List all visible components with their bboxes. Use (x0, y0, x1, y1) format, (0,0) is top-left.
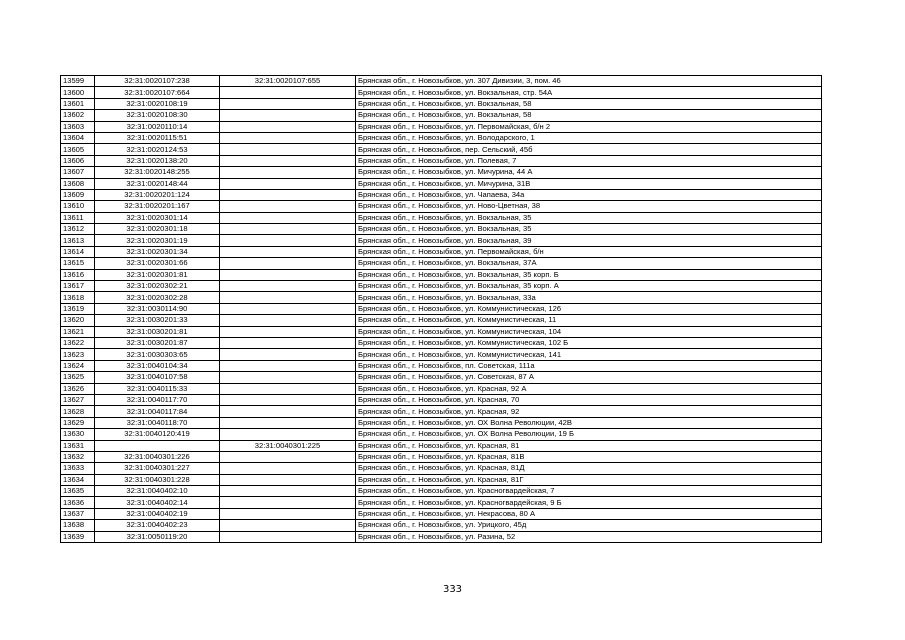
table-row (61, 224, 822, 235)
cadastral-number-cell: 32:31:0020301:14 (95, 212, 220, 223)
parent-cadastral-number-cell (220, 212, 356, 223)
table-row (61, 178, 822, 189)
parent-cadastral-number-cell (220, 144, 356, 155)
row-number-cell: 13626 (61, 383, 95, 394)
cadastral-number-cell: 32:31:0040402:10 (95, 486, 220, 497)
cadastral-number-cell: 32:31:0040120:419 (95, 429, 220, 440)
row-number-cell: 13614 (61, 246, 95, 257)
cadastral-number-cell: 32:31:0020108:19 (95, 98, 220, 109)
cadastral-number-cell: 32:31:0050119:20 (95, 531, 220, 542)
cadastral-number-cell: 32:31:0020301:19 (95, 235, 220, 246)
row-number-cell: 13630 (61, 429, 95, 440)
address-cell: Брянская обл., г. Новозыбков, ул. Красная, 81Г (356, 474, 822, 485)
address-cell: Брянская обл., г. Новозыбков, ул. Красная, 81В (356, 451, 822, 462)
cadastral-number-cell: 32:31:0020124:53 (95, 144, 220, 155)
table-row (61, 281, 822, 292)
table-row (61, 440, 822, 451)
row-number-cell: 13615 (61, 258, 95, 269)
row-number-cell: 13634 (61, 474, 95, 485)
parent-cadastral-number-cell (220, 463, 356, 474)
parent-cadastral-number-cell (220, 337, 356, 348)
cadastral-number-cell: 32:31:0040301:228 (95, 474, 220, 485)
row-number-cell: 13613 (61, 235, 95, 246)
cadastral-number-cell: 32:31:0020148:255 (95, 167, 220, 178)
table-row (61, 246, 822, 257)
parent-cadastral-number-cell (220, 189, 356, 200)
row-number-cell: 13601 (61, 98, 95, 109)
row-number-cell: 13638 (61, 520, 95, 531)
table-row (61, 189, 822, 200)
parent-cadastral-number-cell (220, 531, 356, 542)
row-number-cell: 13618 (61, 292, 95, 303)
table-row (61, 212, 822, 223)
parent-cadastral-number-cell (220, 303, 356, 314)
page-number: 333 (442, 584, 463, 595)
table-row (61, 76, 822, 87)
row-number-cell: 13627 (61, 394, 95, 405)
address-cell: Брянская обл., г. Новозыбков, ул. ОХ Волна Революции, 19 Б (356, 429, 822, 440)
address-cell: Брянская обл., г. Новозыбков, ул. Красная, 70 (356, 394, 822, 405)
parent-cadastral-number-cell (220, 474, 356, 485)
parent-cadastral-number-cell (220, 201, 356, 212)
cadastral-number-cell: 32:31:0020302:21 (95, 281, 220, 292)
table-row (61, 349, 822, 360)
row-number-cell: 13639 (61, 531, 95, 542)
address-cell: Брянская обл., г. Новозыбков, ул. Коммунистическая, 141 (356, 349, 822, 360)
table-row (61, 497, 822, 508)
parent-cadastral-number-cell (220, 406, 356, 417)
address-cell: Брянская обл., г. Новозыбков, ул. Мичурина, 31В (356, 178, 822, 189)
parent-cadastral-number-cell (220, 360, 356, 371)
parent-cadastral-number-cell (220, 98, 356, 109)
table-row (61, 508, 822, 519)
cadastral-number-cell: 32:31:0040117:70 (95, 394, 220, 405)
row-number-cell: 13616 (61, 269, 95, 280)
parent-cadastral-number-cell (220, 520, 356, 531)
row-number-cell: 13604 (61, 132, 95, 143)
table-row (61, 235, 822, 246)
address-cell: Брянская обл., г. Новозыбков, ул. Полевая, 7 (356, 155, 822, 166)
address-cell: Брянская обл., г. Новозыбков, ул. Вокзальная, 35 корп. Б (356, 269, 822, 280)
row-number-cell: 13608 (61, 178, 95, 189)
parent-cadastral-number-cell: 32:31:0020107:655 (220, 76, 356, 87)
table-row (61, 486, 822, 497)
parent-cadastral-number-cell (220, 155, 356, 166)
row-number-cell: 13623 (61, 349, 95, 360)
table-row (61, 98, 822, 109)
parent-cadastral-number-cell (220, 235, 356, 246)
parent-cadastral-number-cell (220, 167, 356, 178)
parent-cadastral-number-cell (220, 508, 356, 519)
cadastral-number-cell: 32:31:0020110:14 (95, 121, 220, 132)
address-cell: Брянская обл., г. Новозыбков, ул. ОХ Волна Революции, 42В (356, 417, 822, 428)
address-cell: Брянская обл., г. Новозыбков, ул. Володарского, 1 (356, 132, 822, 143)
parent-cadastral-number-cell (220, 269, 356, 280)
table-row (61, 337, 822, 348)
address-cell: Брянская обл., г. Новозыбков, ул. Красногвардейская, 7 (356, 486, 822, 497)
cadastral-number-cell: 32:31:0020301:34 (95, 246, 220, 257)
table-row (61, 531, 822, 542)
row-number-cell: 13622 (61, 337, 95, 348)
row-number-cell: 13606 (61, 155, 95, 166)
address-cell: Брянская обл., г. Новозыбков, ул. Вокзальная, 58 (356, 98, 822, 109)
address-cell: Брянская обл., г. Новозыбков, ул. Разина, 52 (356, 531, 822, 542)
parent-cadastral-number-cell (220, 383, 356, 394)
cadastral-number-cell: 32:31:0020107:238 (95, 76, 220, 87)
row-number-cell: 13600 (61, 87, 95, 98)
table-row (61, 383, 822, 394)
table-row (61, 315, 822, 326)
table-row (61, 155, 822, 166)
address-cell: Брянская обл., г. Новозыбков, ул. Вокзальная, 39 (356, 235, 822, 246)
table-row (61, 87, 822, 98)
cadastral-number-cell: 32:31:0030303:65 (95, 349, 220, 360)
parent-cadastral-number-cell (220, 178, 356, 189)
address-cell: Брянская обл., г. Новозыбков, ул. Вокзальная, 58 (356, 110, 822, 121)
cadastral-number-cell: 32:31:0040117:84 (95, 406, 220, 417)
table-row (61, 269, 822, 280)
row-number-cell: 13631 (61, 440, 95, 451)
address-cell: Брянская обл., г. Новозыбков, ул. Красногвардейская, 9 Б (356, 497, 822, 508)
cadastral-number-cell: 32:31:0030114:90 (95, 303, 220, 314)
cadastral-number-cell: 32:31:0040301:226 (95, 451, 220, 462)
row-number-cell: 13599 (61, 76, 95, 87)
table-row (61, 372, 822, 383)
row-number-cell: 13617 (61, 281, 95, 292)
address-cell: Брянская обл., г. Новозыбков, пл. Советская, 111а (356, 360, 822, 371)
table-row (61, 463, 822, 474)
cadastral-number-cell: 32:31:0030201:33 (95, 315, 220, 326)
table-row (61, 429, 822, 440)
address-cell: Брянская обл., г. Новозыбков, ул. Вокзальная, 35 корп. А (356, 281, 822, 292)
table-row (61, 201, 822, 212)
parent-cadastral-number-cell (220, 292, 356, 303)
cadastral-number-cell: 32:31:0030201:87 (95, 337, 220, 348)
registry-table-body (61, 76, 822, 543)
address-cell: Брянская обл., г. Новозыбков, ул. Советская, 87 А (356, 372, 822, 383)
cadastral-number-cell: 32:31:0040107:58 (95, 372, 220, 383)
parent-cadastral-number-cell (220, 110, 356, 121)
parent-cadastral-number-cell (220, 224, 356, 235)
address-cell: Брянская обл., г. Новозыбков, ул. Урицкого, 45д (356, 520, 822, 531)
table-row (61, 520, 822, 531)
cadastral-number-cell: 32:31:0020201:167 (95, 201, 220, 212)
row-number-cell: 13624 (61, 360, 95, 371)
row-number-cell: 13621 (61, 326, 95, 337)
parent-cadastral-number-cell (220, 87, 356, 98)
cadastral-number-cell: 32:31:0020301:66 (95, 258, 220, 269)
cadastral-number-cell: 32:31:0020301:81 (95, 269, 220, 280)
table-row (61, 474, 822, 485)
address-cell: Брянская обл., г. Новозыбков, ул. Красная, 92 (356, 406, 822, 417)
row-number-cell: 13611 (61, 212, 95, 223)
table-row (61, 167, 822, 178)
cadastral-number-cell: 32:31:0040402:19 (95, 508, 220, 519)
table-row (61, 417, 822, 428)
cadastral-number-cell: 32:31:0020138:20 (95, 155, 220, 166)
cadastral-number-cell: 32:31:0020107:664 (95, 87, 220, 98)
row-number-cell: 13633 (61, 463, 95, 474)
parent-cadastral-number-cell (220, 394, 356, 405)
registry-table (60, 75, 822, 543)
parent-cadastral-number-cell (220, 372, 356, 383)
row-number-cell: 13603 (61, 121, 95, 132)
parent-cadastral-number-cell (220, 486, 356, 497)
parent-cadastral-number-cell (220, 121, 356, 132)
row-number-cell: 13602 (61, 110, 95, 121)
parent-cadastral-number-cell (220, 258, 356, 269)
address-cell: Брянская обл., г. Новозыбков, ул. Вокзальная, 33а (356, 292, 822, 303)
table-row (61, 258, 822, 269)
address-cell: Брянская обл., г. Новозыбков, ул. Вокзальная, 37А (356, 258, 822, 269)
parent-cadastral-number-cell: 32:31:0040301:225 (220, 440, 356, 451)
address-cell: Брянская обл., г. Новозыбков, ул. Чапаева, 34а (356, 189, 822, 200)
parent-cadastral-number-cell (220, 349, 356, 360)
row-number-cell: 13625 (61, 372, 95, 383)
cadastral-number-cell: 32:31:0040402:23 (95, 520, 220, 531)
parent-cadastral-number-cell (220, 451, 356, 462)
parent-cadastral-number-cell (220, 246, 356, 257)
row-number-cell: 13609 (61, 189, 95, 200)
cadastral-number-cell: 32:31:0040118:70 (95, 417, 220, 428)
address-cell: Брянская обл., г. Новозыбков, ул. Некрасова, 80 А (356, 508, 822, 519)
cadastral-number-cell: 32:31:0040115:33 (95, 383, 220, 394)
address-cell: Брянская обл., г. Новозыбков, ул. Вокзальная, 35 (356, 212, 822, 223)
table-row (61, 451, 822, 462)
cadastral-number-cell: 32:31:0040104:34 (95, 360, 220, 371)
table-row (61, 121, 822, 132)
table-row (61, 360, 822, 371)
cadastral-number-cell (95, 440, 220, 451)
address-cell: Брянская обл., г. Новозыбков, ул. Коммунистическая, 11 (356, 315, 822, 326)
row-number-cell: 13619 (61, 303, 95, 314)
address-cell: Брянская обл., г. Новозыбков, ул. Коммунистическая, 102 Б (356, 337, 822, 348)
row-number-cell: 13636 (61, 497, 95, 508)
row-number-cell: 13612 (61, 224, 95, 235)
table-row (61, 132, 822, 143)
address-cell: Брянская обл., г. Новозыбков, ул. Коммунистическая, 104 (356, 326, 822, 337)
parent-cadastral-number-cell (220, 281, 356, 292)
table-row (61, 292, 822, 303)
cadastral-number-cell: 32:31:0020301:18 (95, 224, 220, 235)
parent-cadastral-number-cell (220, 132, 356, 143)
cadastral-number-cell: 32:31:0020115:51 (95, 132, 220, 143)
address-cell: Брянская обл., г. Новозыбков, ул. Вокзальная, стр. 54А (356, 87, 822, 98)
table-row (61, 303, 822, 314)
cadastral-number-cell: 32:31:0040402:14 (95, 497, 220, 508)
cadastral-number-cell: 32:31:0020108:30 (95, 110, 220, 121)
parent-cadastral-number-cell (220, 315, 356, 326)
row-number-cell: 13628 (61, 406, 95, 417)
row-number-cell: 13637 (61, 508, 95, 519)
row-number-cell: 13607 (61, 167, 95, 178)
address-cell: Брянская обл., г. Новозыбков, ул. Первомайская, б/н 2 (356, 121, 822, 132)
address-cell: Брянская обл., г. Новозыбков, ул. 307 Дивизии, 3, пом. 46 (356, 76, 822, 87)
address-cell: Брянская обл., г. Новозыбков, ул. Вокзальная, 35 (356, 224, 822, 235)
address-cell: Брянская обл., г. Новозыбков, пер. Сельский, 45б (356, 144, 822, 155)
table-row (61, 406, 822, 417)
cadastral-number-cell: 32:31:0020148:44 (95, 178, 220, 189)
table-row (61, 110, 822, 121)
row-number-cell: 13605 (61, 144, 95, 155)
parent-cadastral-number-cell (220, 417, 356, 428)
row-number-cell: 13610 (61, 201, 95, 212)
row-number-cell: 13620 (61, 315, 95, 326)
row-number-cell: 13629 (61, 417, 95, 428)
parent-cadastral-number-cell (220, 429, 356, 440)
address-cell: Брянская обл., г. Новозыбков, ул. Красная, 81Д (356, 463, 822, 474)
cadastral-number-cell: 32:31:0030201:81 (95, 326, 220, 337)
address-cell: Брянская обл., г. Новозыбков, ул. Ново-Цветная, 38 (356, 201, 822, 212)
row-number-cell: 13632 (61, 451, 95, 462)
row-number-cell: 13635 (61, 486, 95, 497)
table-row (61, 144, 822, 155)
cadastral-number-cell: 32:31:0020302:28 (95, 292, 220, 303)
address-cell: Брянская обл., г. Новозыбков, ул. Коммунистическая, 126 (356, 303, 822, 314)
address-cell: Брянская обл., г. Новозыбков, ул. Красная, 92 А (356, 383, 822, 394)
cadastral-number-cell: 32:31:0040301:227 (95, 463, 220, 474)
table-row (61, 394, 822, 405)
address-cell: Брянская обл., г. Новозыбков, ул. Красная, 81 (356, 440, 822, 451)
table-row (61, 326, 822, 337)
address-cell: Брянская обл., г. Новозыбков, ул. Мичурина, 44 А (356, 167, 822, 178)
parent-cadastral-number-cell (220, 326, 356, 337)
cadastral-number-cell: 32:31:0020201:124 (95, 189, 220, 200)
address-cell: Брянская обл., г. Новозыбков, ул. Первомайская, б/н (356, 246, 822, 257)
parent-cadastral-number-cell (220, 497, 356, 508)
